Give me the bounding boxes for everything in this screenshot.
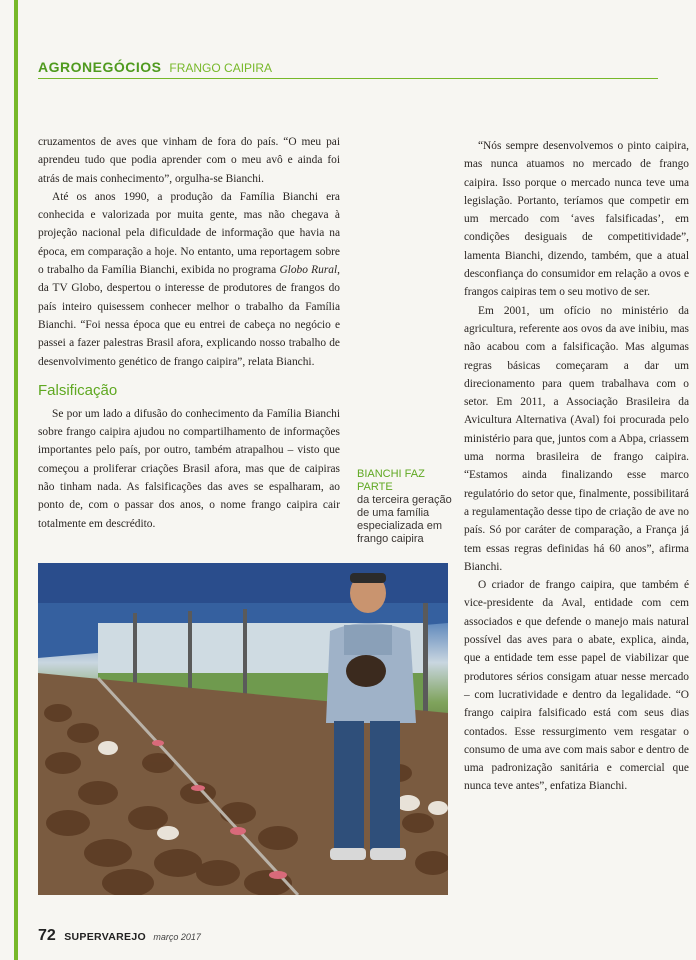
subheading-falsificacao: Falsificação	[38, 381, 118, 399]
photo-illustration	[38, 563, 448, 895]
section-header	[38, 58, 658, 79]
page-number: 72	[38, 927, 56, 944]
callout-lead: BIANCHI FAZ PARTE	[357, 468, 425, 493]
right-paragraph-3: O criador de frango caipira, que também é vice-presidente da Aval, entidade com cem associados e que defende o manejo mais natural possível das aves para o abate, explica, ainda, que a entidade tem esse papel de viabilizar que produtores sérios consigam atuar nesse mercado – com lucratividade e dentro da legalidade. “O frango caipira falsificado está com seus dias contados. Esse ressurgimento vem resgatar o consumo de uma ave com mais sabor e dentro de uma padronização sanitária e comercial que nunca teve antes”, enfatiza Bianchi.	[464, 579, 689, 793]
left-text-column	[38, 133, 340, 533]
left-paragraph-3: Se por um lado a difusão do conhecimento da Família Bianchi sobre frango caipira ajudou no compartilhamento de informações importantes pelo país, por outro, também atrapalhou – visto que começou a proliferar criações Brasil afora, mas que de caipiras não tinham nada. As falsificações das aves se espalharam, ao ponto de, com o passar dos anos, o nome frango caipira cair totalmente em descrédito.	[38, 407, 340, 530]
poultry-farm-photo	[38, 563, 448, 895]
magazine-name: SUPERVAREJO	[64, 931, 146, 943]
page-edge-accent-bar	[14, 0, 18, 960]
left-paragraph-2-end: , da TV Globo, despertou o interesse de produtores de frangos do país inteiro quisessem conhecer melhor o trabalho da Família Bianchi. “Foi nessa época que eu entrei de cabeça no negócio e passei a fazer palestras Brasil afora, explicando nosso trabalho de desenvolvimento genético de frango caipira”, relata Bianchi.	[38, 264, 340, 368]
section-title: AGRONEGÓCIOS	[38, 59, 162, 75]
right-paragraph-2: Em 2001, um ofício no ministério da agricultura, referente aos ovos da ave inibiu, mas não acabou com a falsificação. Mas algumas regras básicas começaram a dar um direcionamento para quem trabalhava com o setor. Em 2011, a Associação Brasileira da Avicultura Alternativa (Aval) foi procurada pelo ministério para que, juntos com a Abpa, criassem uma norma brasileira de frango caipira. “Estamos ainda finalizando esse marco regulatório do setor que, finalmente, possibilitará a regulamentação desse tipo de criação de ave no país. Só por caráter de comparação, a França já tem essas regras definidas há 60 anos”, afirma Bianchi.	[464, 304, 689, 573]
barn-roof	[38, 563, 448, 603]
right-text-column	[464, 137, 689, 796]
page-footer	[38, 927, 201, 947]
photo-caption-callout	[357, 468, 457, 546]
left-paragraph-2	[38, 188, 340, 371]
left-paragraph-2-start: Até os anos 1990, a produção da Família Bianchi era conhecida e valorizada por muita gente, mas não chegava à projeção nacional pela dificuldade de informação que havia na época, em comparação a hoje. No entanto, uma reportagem sobre o trabalho da Família Bianchi, exibida no programa	[38, 190, 340, 277]
callout-text: da terceira geração de uma família especializada em frango caipira	[357, 494, 452, 545]
left-paragraph-1: cruzamentos de aves que vinham de fora do país. “O meu pai aprendeu tudo que podia aprender com o meu avô e ainda foi atrás de mais conhecimento”, orgulha-se Bianchi.	[38, 136, 340, 185]
issue-date: março 2017	[153, 932, 201, 942]
section-subtitle: FRANGO CAIPIRA	[169, 61, 273, 75]
program-name: Globo Rural	[279, 264, 338, 277]
right-paragraph-1: “Nós sempre desenvolvemos o pinto caipira, mas nunca atuamos no mercado de frango caipira. Isso porque o mercado nunca teve uma legislação. Portanto, teríamos que competir em um mercado com ‘aves falsificadas’, em condições desiguais de competitividade”, lamenta Bianchi, dizendo, também, que a atual desconfiança do consumidor em relação a ovos e frangos caipiras tem o seu motivo de ser.	[464, 140, 689, 299]
